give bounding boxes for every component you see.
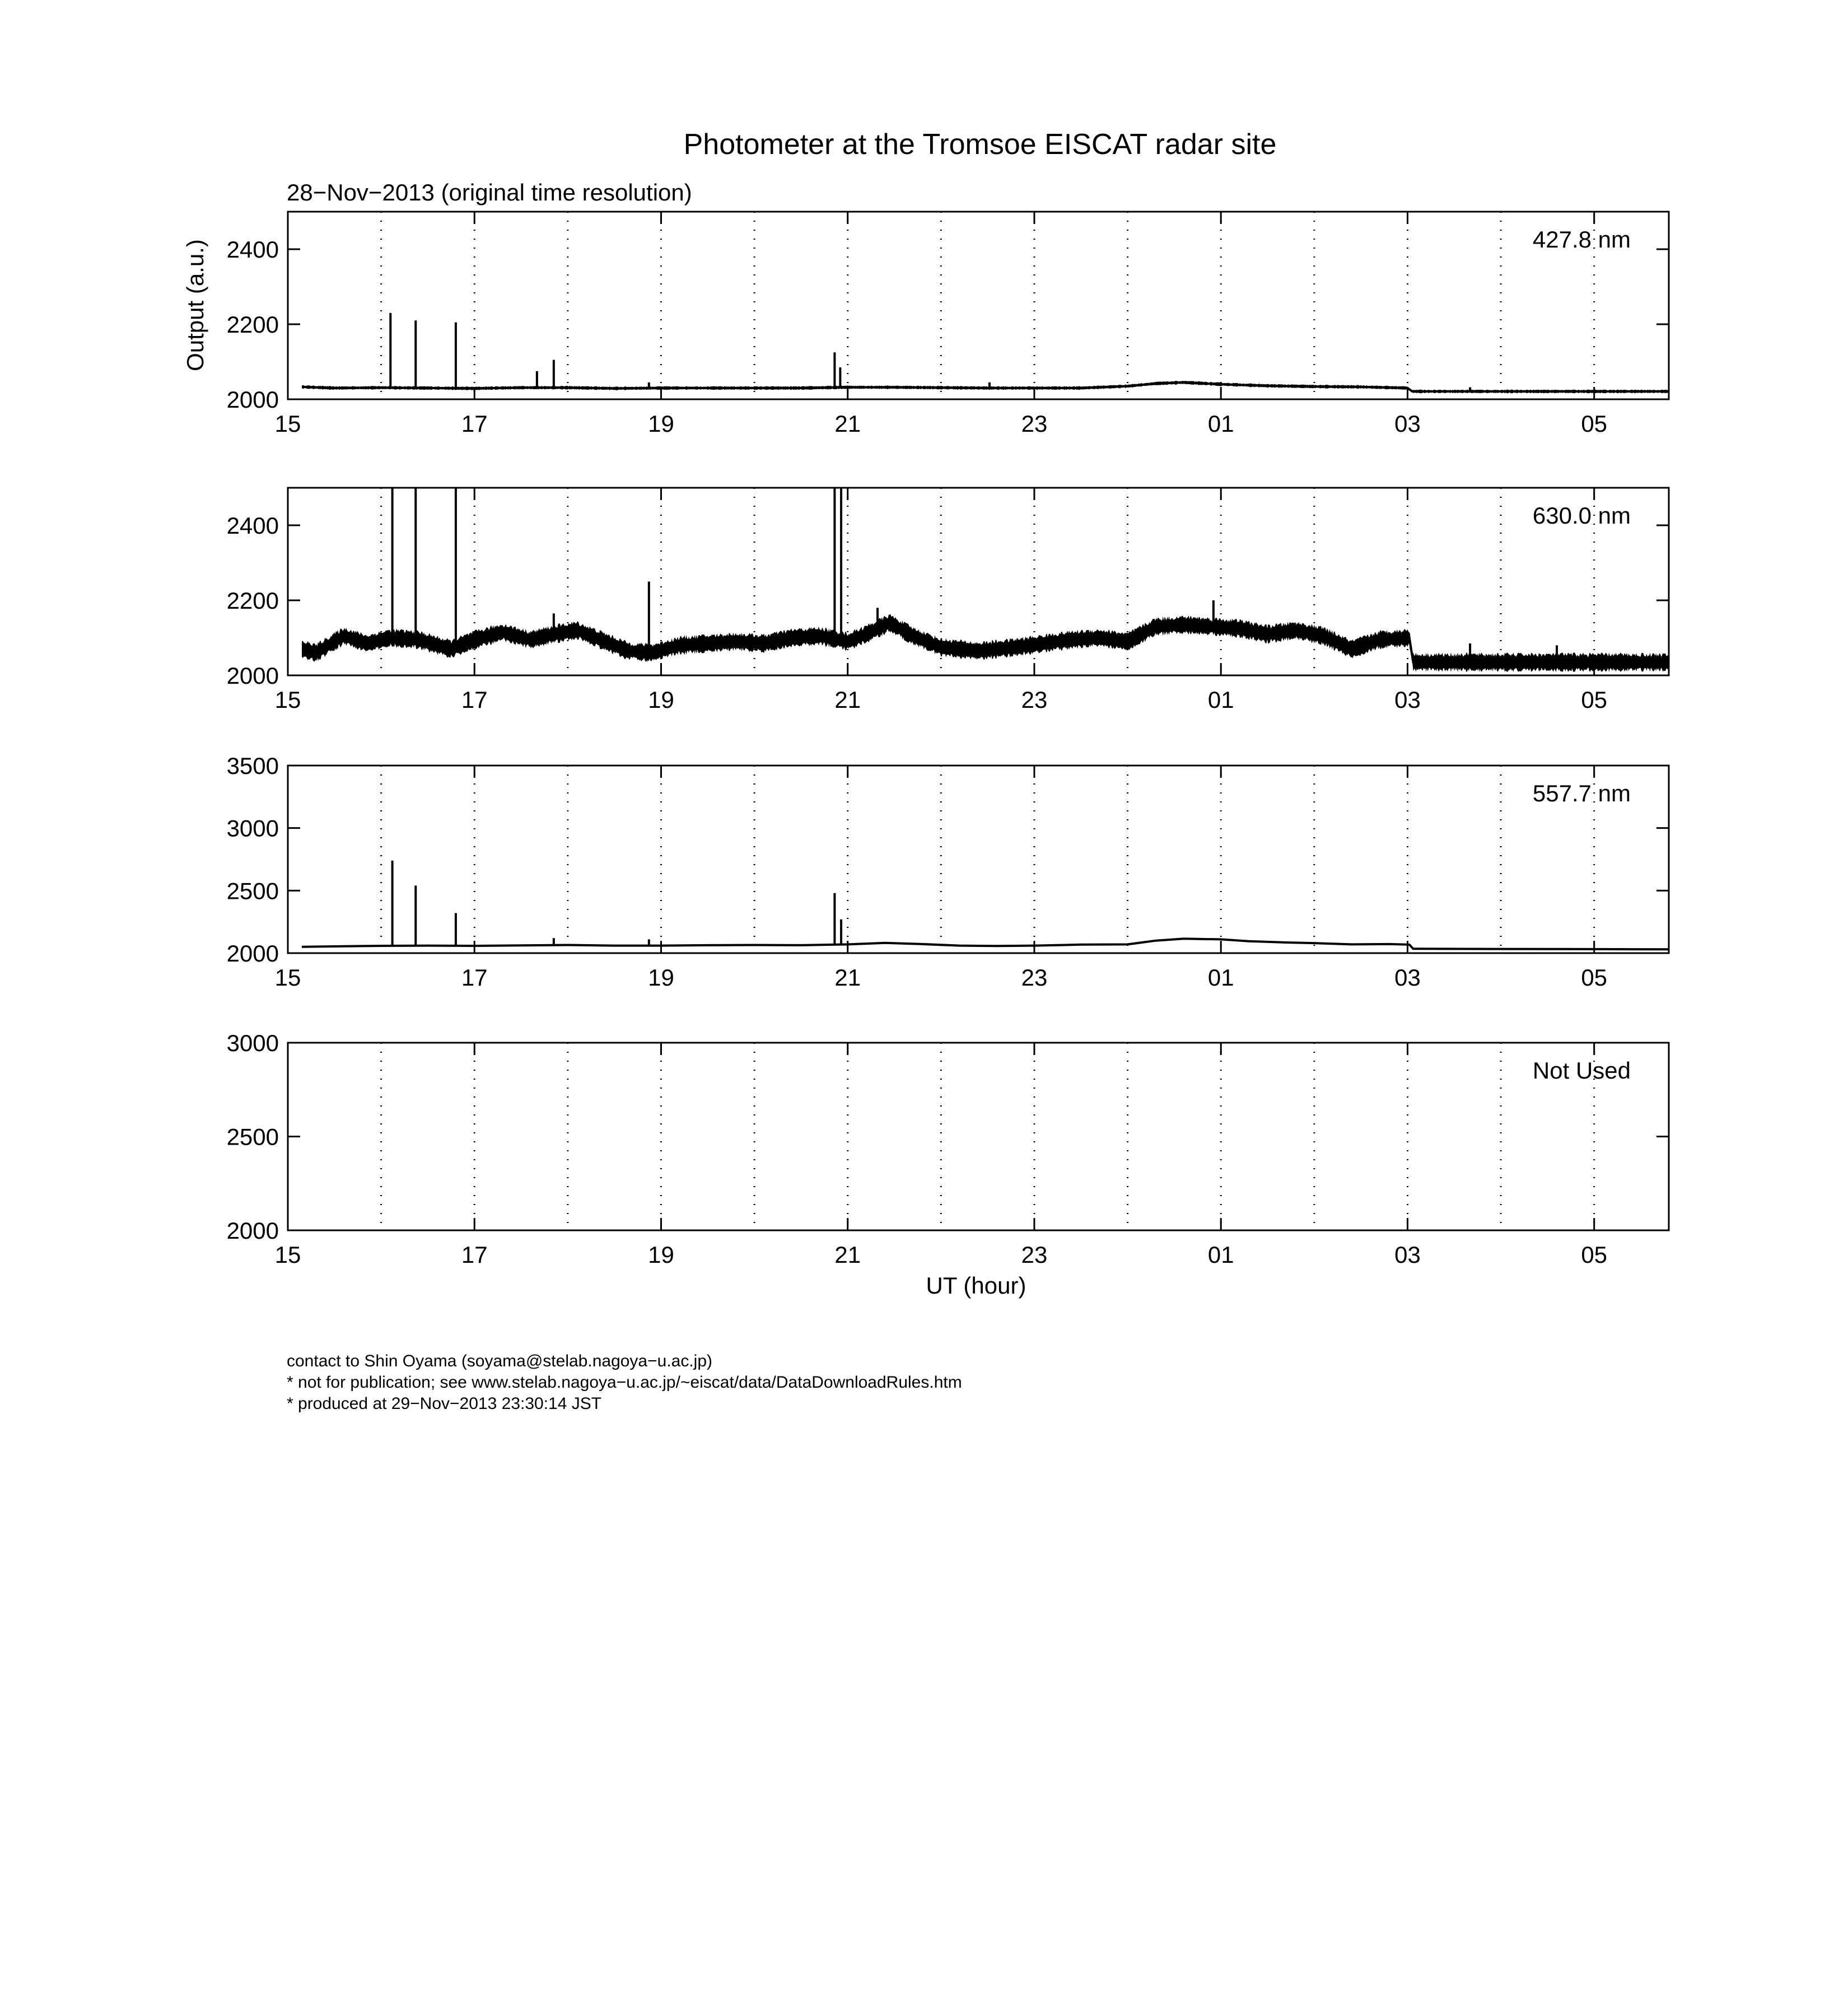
panel-1-y-axis-label: Output (a.u.) [182,239,208,371]
panel-3-y-tick-label-2: 3000 [226,815,279,842]
panel-2-y-tick-label-1: 2200 [226,587,279,614]
panel-1-series-0-line [302,382,1669,391]
panel-4-status-label: Not Used [1532,1057,1631,1084]
panel-3-x-tick-label-3: 21 [834,964,861,991]
panel-2-x-tick-label-2: 19 [648,687,674,713]
panel-3-x-tick-label-6: 03 [1394,964,1421,991]
panel-3-x-tick-label-5: 01 [1207,964,1234,991]
panel-3-x-tick-label-7: 05 [1581,964,1608,991]
footer-contact: contact to Shin Oyama (soyama@stelab.nagoya−u.ac.jp) [287,1352,713,1370]
panel-427-8nm [182,212,1669,437]
panel-4-x-tick-label-3: 21 [834,1242,861,1268]
panel-2-x-tick-label-5: 01 [1207,687,1234,713]
panel-4-x-tick-label-4: 23 [1021,1242,1048,1268]
panel-4-y-tick-label-2: 3000 [226,1030,279,1056]
footer-produced-note: * produced at 29−Nov−2013 23:30:14 JST [287,1394,602,1413]
footer-notes [287,1352,962,1413]
panel-3-x-tick-label-2: 19 [648,964,674,991]
panel-4-x-tick-label-7: 05 [1581,1242,1608,1268]
figure-title: Photometer at the Tromsoe EISCAT radar site [683,128,1277,161]
panel-4-x-tick-label-6: 03 [1394,1242,1421,1268]
panel-4-frame [288,1043,1669,1230]
panel-1-frame [288,212,1669,399]
panel-1-x-tick-label-7: 05 [1581,410,1608,437]
panel-2-y-tick-label-2: 2400 [226,512,279,539]
panel-557-7nm [227,753,1669,991]
panel-2-x-tick-label-7: 05 [1581,687,1608,713]
panel-3-y-tick-label-1: 2500 [226,878,279,904]
panel-3-y-tick-label-3: 3500 [226,753,279,779]
panel-3-x-tick-label-0: 15 [274,964,301,991]
panel-1-x-tick-label-5: 01 [1207,410,1234,437]
panel-1-wavelength-label: 427.8 nm [1532,226,1631,253]
panel-1-x-tick-label-4: 23 [1021,410,1048,437]
panel-3-frame [288,766,1669,953]
panel-1-y-tick-label-1: 2200 [226,311,279,338]
panel-3-x-tick-label-4: 23 [1021,964,1048,991]
panel-4-x-tick-label-5: 01 [1207,1242,1234,1268]
panel-2-wavelength-label: 630.0 nm [1532,502,1631,529]
panel-2-x-tick-label-3: 21 [834,687,861,713]
panel-3-wavelength-label: 557.7 nm [1532,780,1631,806]
panel-4-y-tick-label-0: 2000 [226,1217,279,1244]
panel-1-x-tick-label-3: 21 [834,410,861,437]
panel-2-x-tick-label-6: 03 [1394,687,1421,713]
panel-630-0nm [227,488,1669,713]
x-axis-label: UT (hour) [926,1272,1026,1299]
panel-4-x-tick-label-1: 17 [461,1242,488,1268]
panel-1-x-tick-label-6: 03 [1394,410,1421,437]
panel-2-x-tick-label-4: 23 [1021,687,1048,713]
panel-1-x-tick-label-1: 17 [461,410,488,437]
panel-3-series-0-line [302,939,1669,949]
panel-3-x-tick-label-1: 17 [461,964,488,991]
panel-2-y-tick-label-0: 2000 [226,662,279,689]
panel-1-x-tick-label-2: 19 [648,410,674,437]
panel-1-y-tick-label-0: 2000 [226,386,279,413]
panel-4-y-tick-label-1: 2500 [226,1123,279,1150]
panel-3-y-tick-label-0: 2000 [226,940,279,967]
panel-not-used [227,1030,1669,1299]
panel-1-y-tick-label-2: 2400 [226,236,279,263]
panel-2-x-tick-label-1: 17 [461,687,488,713]
panel-2-x-tick-label-0: 15 [274,687,301,713]
figure-subtitle: 28−Nov−2013 (original time resolution) [287,179,692,206]
panel-4-x-tick-label-0: 15 [274,1242,301,1268]
panel-4-x-tick-label-2: 19 [648,1242,674,1268]
footer-usage-note: * not for publication; see www.stelab.nagoya−u.ac.jp/~eiscat/data/DataDownloadRules.htm [287,1373,962,1392]
panel-1-x-tick-label-0: 15 [274,410,301,437]
